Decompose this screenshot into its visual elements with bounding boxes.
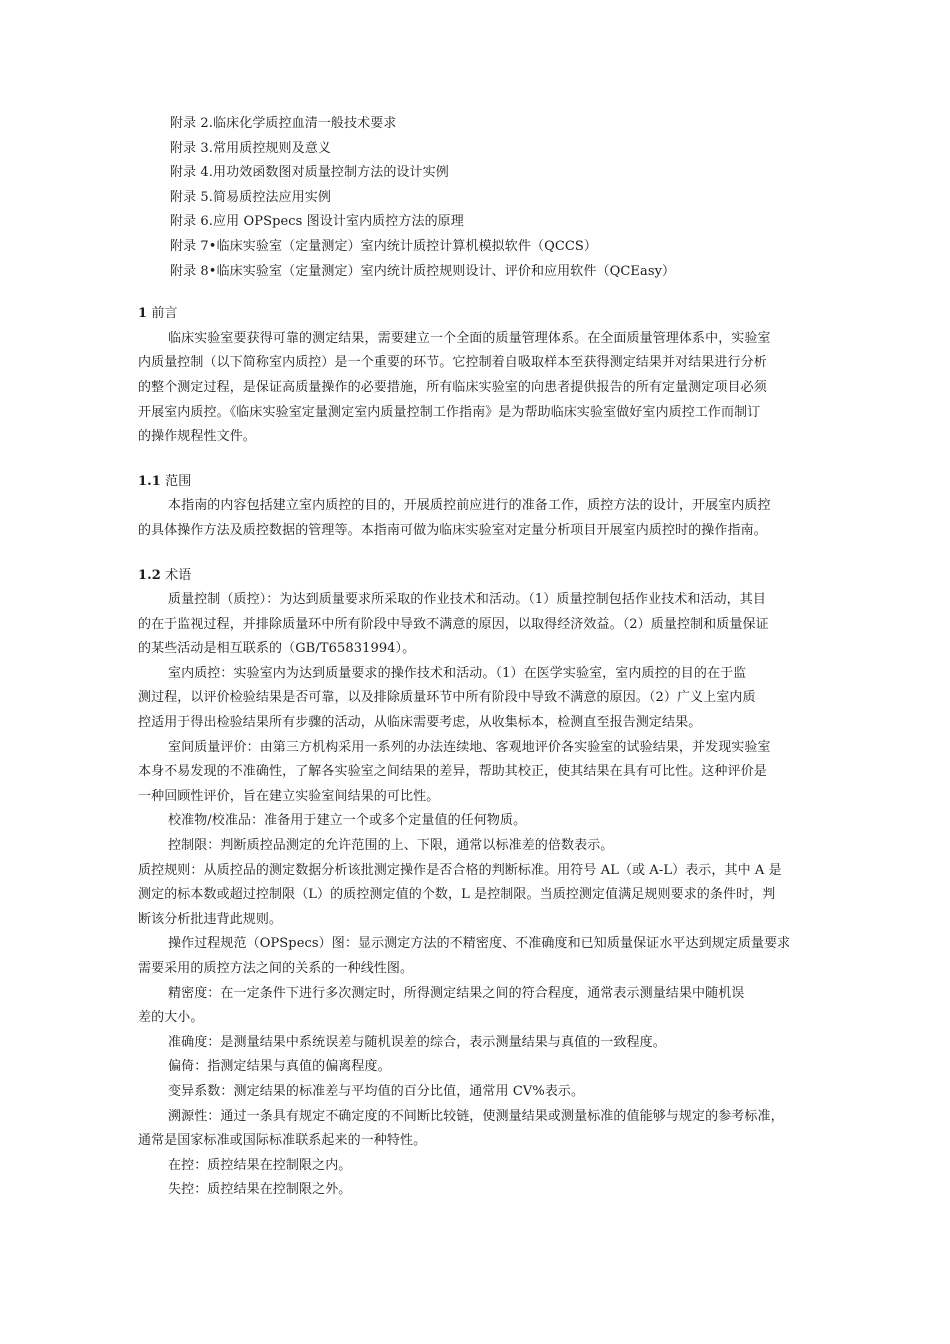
term-line: 在控：质控结果在控制限之内。	[168, 1157, 352, 1173]
term-line: 室内质控：实验室内为达到质量要求的操作技术和活动。（1）在医学实验室，室内质控的目的在于监	[168, 665, 747, 681]
paragraph-line: 临床实验室要获得可靠的测定结果，需要建立一个全面的质量管理体系。在全面质量管理体系中，实验室	[168, 330, 771, 346]
term-line: 通常是国家标准或国际标准联系起来的一种特性。	[138, 1133, 427, 1149]
paragraph-line: 本指南的内容包括建立室内质控的目的，开展质控前应进行的准备工作，质控方法的设计，开展室内质控	[168, 498, 771, 514]
paragraph-line: 的操作规程性文件。	[138, 429, 256, 445]
term-line: 偏倚：指测定结果与真值的偏离程度。	[168, 1059, 391, 1075]
section-number: 1	[138, 306, 148, 322]
term-line: 变异系数：测定结果的标准差与平均值的百分比值，通常用 CV%表示。	[168, 1083, 585, 1099]
section-number: 1.2	[138, 567, 161, 583]
appendix-item-5: 附录 5.简易质控法应用实例	[170, 189, 331, 205]
paragraph-line: 开展室内质控。《临床实验室定量测定室内质量控制工作指南》是为帮助临床实验室做好室内质控工作而制订	[138, 404, 761, 420]
section-title: 术语	[165, 567, 192, 583]
appendix-item-6: 附录 6.应用 OPSpecs 图设计室内质控方法的原理	[170, 214, 464, 230]
term-line: 控制限：判断质控品测定的允许范围的上、下限，通常以标准差的倍数表示。	[168, 838, 614, 854]
appendix-item-3: 附录 3.常用质控规则及意义	[170, 140, 331, 156]
term-line: 的在于监视过程，并排除质量环中所有阶段中导致不满意的原因，以取得经济效益。（2）质量控制和质量保证	[138, 616, 769, 632]
term-line: 断该分析批违背此规则。	[138, 911, 283, 927]
term-line: 质量控制（质控）：为达到质量要求所采取的作业技术和活动。（1）质量控制包括作业技术和活动，其目	[168, 592, 766, 608]
term-line: 准确度：是测量结果中系统误差与随机误差的综合，表示测量结果与真值的一致程度。	[168, 1034, 666, 1050]
section-1-1-heading	[138, 470, 814, 495]
term-line: 质控规则：从质控品的测定数据分析该批测定操作是否合格的判断标准。用符号 AL（或 A-L）表示，其中 A 是	[138, 862, 782, 878]
section-1-body	[138, 327, 814, 450]
appendix-item-2: 附录 2.临床化学质控血清一般技术要求	[170, 116, 397, 131]
section-number: 1.1	[138, 473, 161, 489]
term-line: 测过程，以评价检验结果是否可靠，以及排除质量环节中所有阶段中导致不满意的原因。（2）广义上室内质	[138, 690, 756, 706]
term-line: 失控：质控结果在控制限之外。	[168, 1182, 352, 1198]
paragraph-line: 的具体操作方法及质控数据的管理等。本指南可做为临床实验室对定量分析项目开展室内质控时的操作指南。	[138, 522, 767, 538]
term-line: 的某些活动是相互联系的（GB/T65831994）。	[138, 641, 416, 657]
term-line: 一种回顾性评价，旨在建立实验室间结果的可比性。	[138, 788, 440, 804]
section-1-1-body	[138, 494, 814, 543]
term-line: 测定的标本数或超过控制限（L）的质控测定值的个数，L 是控制限。当质控测定值满足规则要求的条件时，判	[138, 887, 776, 903]
section-1-2-body	[138, 588, 814, 1203]
appendix-list	[138, 112, 814, 284]
section-title: 前言	[151, 306, 178, 322]
term-line: 差的大小。	[138, 1010, 204, 1026]
section-1-heading	[138, 302, 814, 327]
appendix-item-8: 附录 8•临床实验室（定量测定）室内统计质控规则设计、评价和应用软件（QCEasy）	[170, 263, 676, 279]
term-line: 室间质量评价：由第三方机构采用一系列的办法连续地、客观地评价各实验室的试验结果，并发现实验室	[168, 739, 771, 755]
term-line: 操作过程规范（OPSpecs）图：显示测定方法的不精密度、不准确度和已知质量保证水平达到规定质量要求	[168, 936, 791, 952]
term-line: 控适用于得出检验结果所有步骤的活动，从临床需要考虑，从收集标本，检测直至报告测定结果。	[138, 715, 702, 731]
term-line: 溯源性：通过一条具有规定不确定度的不间断比较链，使测量结果或测量标准的值能够与规定的参考标准，	[168, 1108, 784, 1124]
term-line: 需要采用的质控方法之间的关系的一种线性图。	[138, 961, 414, 976]
term-line: 本身不易发现的不准确性，了解各实验室之间结果的差异，帮助其校正，使其结果在具有可比性。这种评价是	[138, 764, 767, 780]
section-title: 范围	[165, 473, 192, 489]
paragraph-line: 内质量控制（以下简称室内质控）是一个重要的环节。它控制着自吸取样本至获得测定结果并对结果进行分析	[138, 355, 767, 371]
term-line: 精密度：在一定条件下进行多次测定时，所得测定结果之间的符合程度，通常表示测量结果中随机误	[168, 985, 745, 1001]
term-line: 校准物/校准品：准备用于建立一个或多个定量值的任何物质。	[168, 813, 527, 829]
section-1-2-heading	[138, 564, 814, 589]
paragraph-line: 的整个测定过程，是保证高质量操作的必要措施，所有临床实验室的向患者提供报告的所有定量测定项目必须	[138, 379, 767, 395]
appendix-item-4: 附录 4.用功效函数图对质量控制方法的设计实例	[170, 165, 449, 181]
appendix-item-7: 附录 7•临床实验室（定量测定）室内统计质控计算机模拟软件（QCCS）	[170, 238, 598, 254]
document-page	[138, 112, 814, 1203]
